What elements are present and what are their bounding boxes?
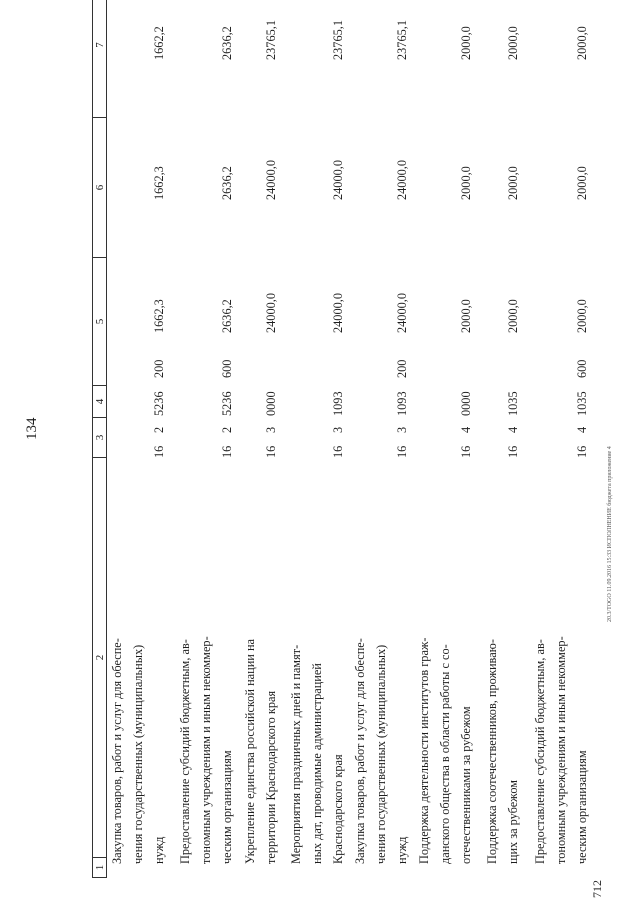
- description-line: Поддержка соотечественников, проживаю-: [485, 639, 499, 864]
- cell-specified: 2000,0: [459, 166, 473, 200]
- description-line: данского общества в области работы с со-: [438, 644, 452, 864]
- cell-specified: 24000,0: [264, 160, 278, 200]
- row-description: [286, 466, 349, 864]
- description-line: ных дат, проводимые администрацией: [310, 663, 324, 864]
- cell-rz: 16: [264, 445, 278, 458]
- description-line: тономным учреждениям и иным некоммер-: [554, 636, 568, 864]
- cell-executed: 23765,1: [395, 20, 409, 60]
- row-description: [107, 466, 170, 864]
- description-line: чения государственных (муниципальных): [374, 644, 388, 864]
- row-description: [530, 466, 593, 864]
- cell-csr: 1093: [331, 391, 345, 416]
- cell-approved: 2636,2: [220, 299, 234, 333]
- cell-pr: 4: [575, 426, 589, 433]
- description-line: тономным учреждениям и иным некоммер-: [199, 636, 213, 864]
- cell-approved: 1662,3: [152, 299, 166, 333]
- description-line: Укрепление единства российской нации на: [243, 639, 257, 864]
- cell-executed: 2636,2: [220, 26, 234, 60]
- footer-code: 20.3/TOGO 11.09.2016 15:33 ИСПОЛНЕНИЕ бюджета приложение 4: [607, 446, 613, 622]
- cell-specified: 1662,3: [152, 166, 166, 200]
- header-cell-2: 2: [92, 458, 107, 858]
- cell-approved: 24000,0: [264, 293, 278, 333]
- cell-approved: 24000,0: [331, 293, 345, 333]
- cell-executed: 23765,1: [331, 20, 345, 60]
- cell-rz: 16: [459, 445, 473, 458]
- cell-pr: 2: [152, 426, 166, 433]
- description-line: Закупка товаров, работ и услуг для обеспе-: [353, 638, 367, 864]
- cell-pr: 4: [459, 426, 473, 433]
- cell-specified: 2000,0: [506, 166, 520, 200]
- cell-specified: 2000,0: [575, 166, 589, 200]
- cell-approved: 2000,0: [575, 299, 589, 333]
- row-description: [350, 466, 413, 864]
- cell-pr: 3: [331, 426, 345, 433]
- header-cell-5: 5: [92, 258, 107, 386]
- header-cell-3: 3: [92, 418, 107, 458]
- cell-pr: 3: [395, 426, 409, 433]
- cell-csr: 0000: [264, 391, 278, 416]
- row-description: [414, 466, 477, 864]
- description-line: Краснодарского края: [331, 754, 345, 864]
- cell-specified: 24000,0: [331, 160, 345, 200]
- sheet-number: 712: [590, 880, 604, 898]
- description-line: ческим организациям: [220, 750, 234, 864]
- header-cell-6: 6: [92, 118, 107, 258]
- cell-csr: 5236: [220, 391, 234, 416]
- cell-csr: 1093: [395, 391, 409, 416]
- description-line: нужд: [152, 836, 166, 864]
- cell-csr: 0000: [459, 391, 473, 416]
- cell-csr: 1035: [575, 391, 589, 416]
- cell-vr: 200: [395, 359, 409, 378]
- cell-pr: 4: [506, 426, 520, 433]
- description-line: отечественниками за рубежом: [459, 706, 473, 864]
- cell-rz: 16: [506, 445, 520, 458]
- cell-executed: 2000,0: [575, 26, 589, 60]
- description-line: территории Краснодарского края: [264, 690, 278, 864]
- cell-rz: 16: [152, 445, 166, 458]
- description-line: Предоставление субсидий бюджетным, ав-: [533, 639, 547, 864]
- description-line: Мероприятия праздничных дней и памят-: [289, 644, 303, 864]
- description-line: Поддержка деятельности институтов граж-: [417, 637, 431, 864]
- description-line: чения государственных (муниципальных): [131, 644, 145, 864]
- description-line: ческим организациям: [575, 750, 589, 864]
- cell-approved: 24000,0: [395, 293, 409, 333]
- cell-vr: 600: [220, 359, 234, 378]
- description-line: нужд: [395, 836, 409, 864]
- cell-vr: 600: [575, 359, 589, 378]
- cell-approved: 2000,0: [506, 299, 520, 333]
- cell-rz: 16: [575, 445, 589, 458]
- row-description: [175, 466, 238, 864]
- header-cell-1: 1: [92, 858, 107, 878]
- cell-pr: 3: [264, 426, 278, 433]
- description-line: щих за рубежом: [506, 779, 520, 864]
- cell-specified: 2636,2: [220, 166, 234, 200]
- cell-executed: 23765,1: [264, 20, 278, 60]
- page-number: 134: [24, 417, 40, 440]
- cell-pr: 2: [220, 426, 234, 433]
- cell-executed: 2000,0: [459, 26, 473, 60]
- header-cell-4: 4: [92, 386, 107, 418]
- cell-specified: 24000,0: [395, 160, 409, 200]
- description-line: Предоставление субсидий бюджетным, ав-: [178, 639, 192, 864]
- header-cell-7: 7: [92, 0, 107, 118]
- cell-approved: 2000,0: [459, 299, 473, 333]
- row-description: [482, 466, 524, 864]
- cell-rz: 16: [395, 445, 409, 458]
- cell-csr: 1035: [506, 391, 520, 416]
- cell-rz: 16: [220, 445, 234, 458]
- cell-executed: 2000,0: [506, 26, 520, 60]
- row-description: [240, 466, 282, 864]
- cell-vr: 200: [152, 359, 166, 378]
- cell-csr: 5236: [152, 391, 166, 416]
- budget-table: [92, 0, 612, 878]
- cell-executed: 1662,2: [152, 26, 166, 60]
- cell-rz: 16: [331, 445, 345, 458]
- description-line: Закупка товаров, работ и услуг для обеспе-: [110, 638, 124, 864]
